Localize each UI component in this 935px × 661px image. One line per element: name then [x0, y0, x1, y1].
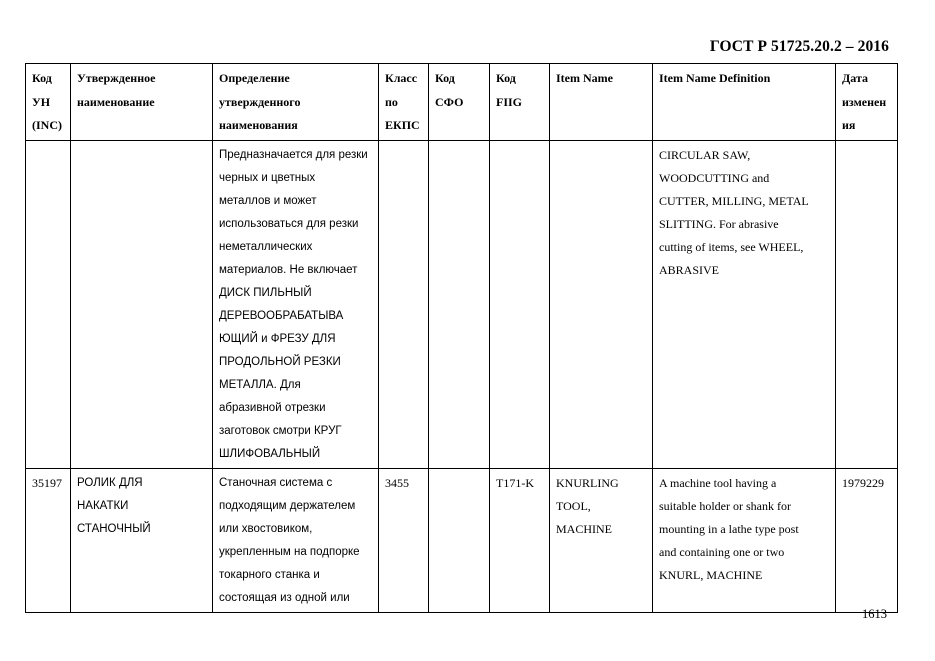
- col-header-item-name-definition: Item Name Definition: [653, 64, 836, 141]
- table-header-row: [26, 64, 898, 141]
- nomenclature-table: [25, 63, 898, 613]
- col-header-ekps-class: Класс по ЕКПС: [379, 64, 429, 141]
- cell-fiig-code: T171-K: [490, 468, 550, 612]
- cell-item-name-definition: A machine tool having a suitable holder or shank for mounting in a lathe type post and containing one or two KNURL, MACHINE: [653, 468, 836, 612]
- col-header-sfo-code: Код СФО: [429, 64, 490, 141]
- cell-ekps-class: [379, 140, 429, 468]
- cell-sfo-code: [429, 140, 490, 468]
- cell-fiig-code: [490, 140, 550, 468]
- document-code: ГОСТ Р 51725.20.2 – 2016: [709, 38, 889, 55]
- cell-approved-name: [71, 140, 213, 468]
- cell-inc: [26, 140, 71, 468]
- cell-approved-name: РОЛИК ДЛЯ НАКАТКИ СТАНОЧНЫЙ: [71, 468, 213, 612]
- cell-definition: Станочная система с подходящим держателем или хвостовиком, укрепленным на подпорке токарного станка и состоящая из одной или: [213, 468, 379, 612]
- col-header-inc: Код УН (INC): [26, 64, 71, 141]
- col-header-change-date: Дата изменен ия: [836, 64, 898, 141]
- table-row: [26, 468, 898, 612]
- cell-change-date: [836, 140, 898, 468]
- table-row: [26, 140, 898, 468]
- cell-item-name: KNURLING TOOL, MACHINE: [550, 468, 653, 612]
- col-header-approved-name: Утвержденное наименование: [71, 64, 213, 141]
- cell-ekps-class: 3455: [379, 468, 429, 612]
- cell-definition: Предназначается для резки черных и цветных металлов и может использоваться для резки неметаллических материалов. Не включает ДИСК ПИЛЬНЫЙ ДЕРЕВООБРАБАТЫВА ЮЩИЙ и ФРЕЗУ ДЛЯ ПРОДОЛЬНОЙ РЕЗКИ МЕТАЛЛА. Для абразивной отрезки заготовок смотри КРУГ ШЛИФОВАЛЬНЫЙ: [213, 140, 379, 468]
- col-header-fiig-code: Код FIIG: [490, 64, 550, 141]
- col-header-item-name: Item Name: [550, 64, 653, 141]
- cell-sfo-code: [429, 468, 490, 612]
- cell-item-name-definition: CIRCULAR SAW, WOODCUTTING and CUTTER, MILLING, METAL SLITTING. For abrasive cutting of items, see WHEEL, ABRASIVE: [653, 140, 836, 468]
- page-number: 1613: [862, 607, 887, 621]
- cell-item-name: [550, 140, 653, 468]
- cell-change-date: 1979229: [836, 468, 898, 612]
- cell-inc: 35197: [26, 468, 71, 612]
- col-header-definition: Определение утвержденного наименования: [213, 64, 379, 141]
